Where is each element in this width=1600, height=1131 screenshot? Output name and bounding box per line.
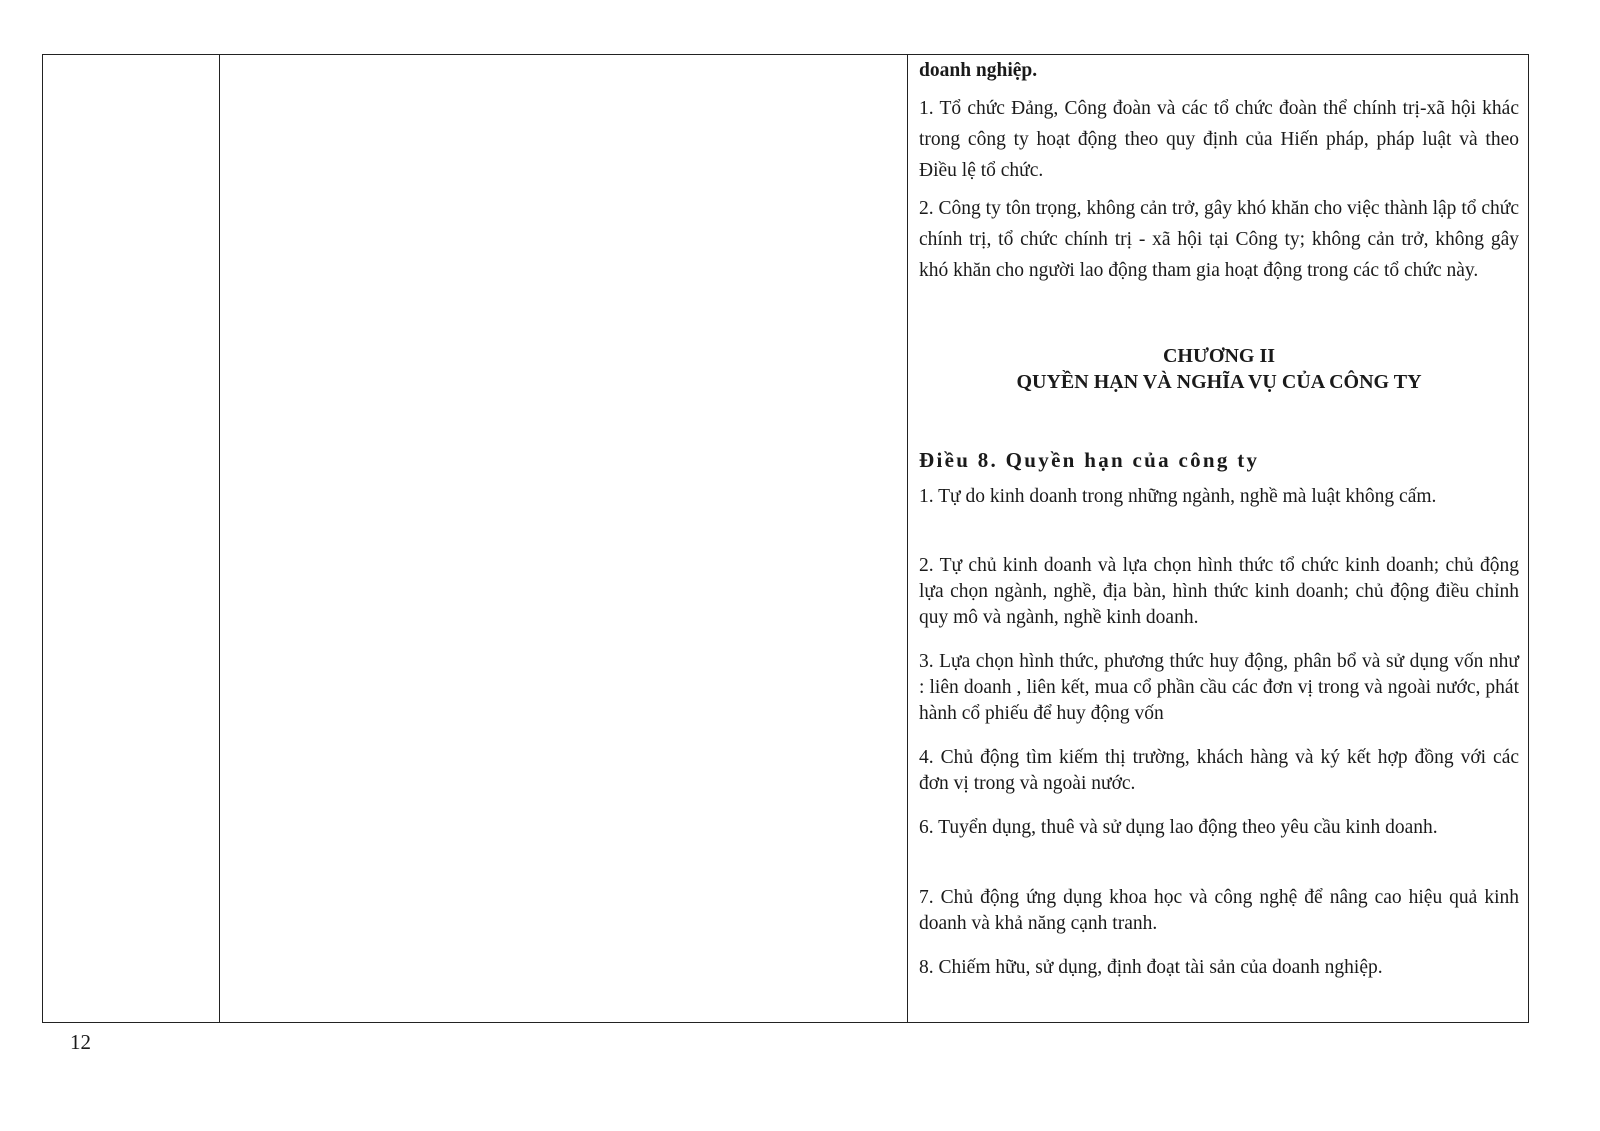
page-number: 12 [70,1030,91,1054]
column-divider-1 [219,55,220,1022]
chapter-title: QUYỀN HẠN VÀ NGHĨA VỤ CỦA CÔNG TY [1016,371,1422,393]
right-column-cell [919,55,1519,1022]
intro-item-2: 2. Công ty tôn trọng, không cản trở, gây khó khăn cho việc thành lập tổ chức chính trị, tổ chức chính trị - xã hội tại Công ty; không cản trở, không gây khó khăn cho người lao động tham gia hoạt động trong các tổ chức này. [919,198,1519,281]
article-item-2: 2. Tự chủ kinh doanh và lựa chọn hình thức tổ chức kinh doanh; chủ động lựa chọn ngành, nghề, địa bàn, hình thức kinh doanh; chủ động điều chỉnh quy mô và ngành, nghề kinh doanh. [919,555,1519,628]
comparison-table [42,54,1529,1023]
column-divider-2 [907,55,908,1022]
intro-item-1: 1. Tổ chức Đảng, Công đoàn và các tổ chức đoàn thể chính trị-xã hội khác trong công ty hoạt động theo quy định của Hiến pháp, pháp luật và theo Điều lệ tổ chức. [919,98,1519,181]
article-title: Điều 8. Quyền hạn của công ty [919,448,1260,472]
chapter-number: CHƯƠNG II [1162,345,1276,367]
article-item-6: 6. Tuyển dụng, thuê và sử dụng lao động theo yêu cầu kinh doanh. [919,817,1438,838]
article-item-4: 4. Chủ động tìm kiếm thị trường, khách hàng và ký kết hợp đồng với các đơn vị trong và ngoài nước. [919,747,1519,794]
article-item-1: 1. Tự do kinh doanh trong những ngành, nghề mà luật không cấm. [919,486,1437,507]
intro-tail: doanh nghiệp. [919,60,1038,81]
article-item-8: 8. Chiếm hữu, sử dụng, định đoạt tài sản của doanh nghiệp. [919,957,1383,978]
article-item-7: 7. Chủ động ứng dụng khoa học và công nghệ để nâng cao hiệu quả kinh doanh và khả năng cạnh tranh. [919,887,1519,934]
article-item-3: 3. Lựa chọn hình thức, phương thức huy động, phân bổ và sử dụng vốn như : liên doanh , liên kết, mua cổ phần cầu các đơn vị trong và ngoài nước, phát hành cổ phiếu để huy động vốn [919,651,1519,724]
